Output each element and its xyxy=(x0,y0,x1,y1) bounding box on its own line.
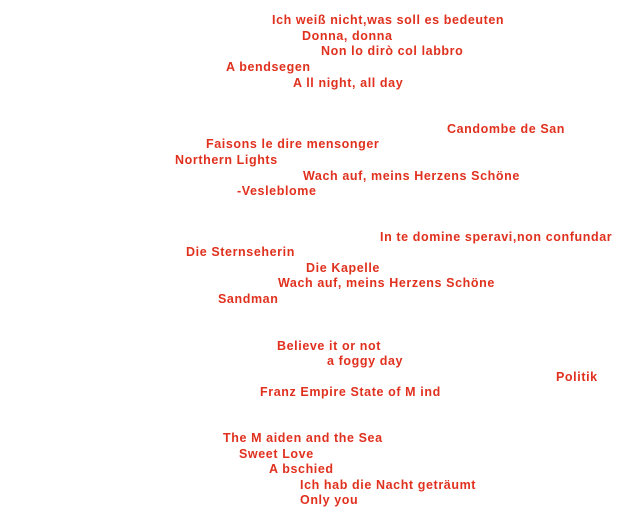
song-title: a foggy day xyxy=(327,354,404,368)
song-title: Only you xyxy=(300,493,359,507)
song-title: Die Sternseherin xyxy=(186,245,295,259)
song-title: Die Kapelle xyxy=(306,261,380,275)
song-title: -Vesleblome xyxy=(237,184,317,198)
song-title: A bendsegen xyxy=(226,60,311,74)
song-title: Wach auf, meins Herzens Schöne xyxy=(303,169,520,183)
song-title: Sandman xyxy=(218,292,279,306)
song-title: Politik xyxy=(556,370,598,384)
song-title: Donna, donna xyxy=(302,29,393,43)
song-title: Non lo dirò col labbro xyxy=(321,44,464,58)
song-title: Believe it or not xyxy=(277,339,381,353)
song-title: Sweet Love xyxy=(239,447,314,461)
song-title: Wach auf, meins Herzens Schöne xyxy=(278,276,495,290)
song-title: Ich hab die Nacht geträumt xyxy=(300,478,477,492)
song-title: Ich weiß nicht,was soll es bedeuten xyxy=(272,13,505,27)
song-title: Franz Empire State of M ind xyxy=(260,385,441,399)
song-title: A bschied xyxy=(269,462,334,476)
song-title: In te domine speravi,non confundar xyxy=(380,230,613,244)
song-title: The M aiden and the Sea xyxy=(223,431,383,445)
song-title: A ll night, all day xyxy=(293,76,404,90)
song-title: Faisons le dire mensonger xyxy=(206,137,380,151)
song-title: Northern Lights xyxy=(175,153,278,167)
song-title: Candombe de San xyxy=(447,122,566,136)
